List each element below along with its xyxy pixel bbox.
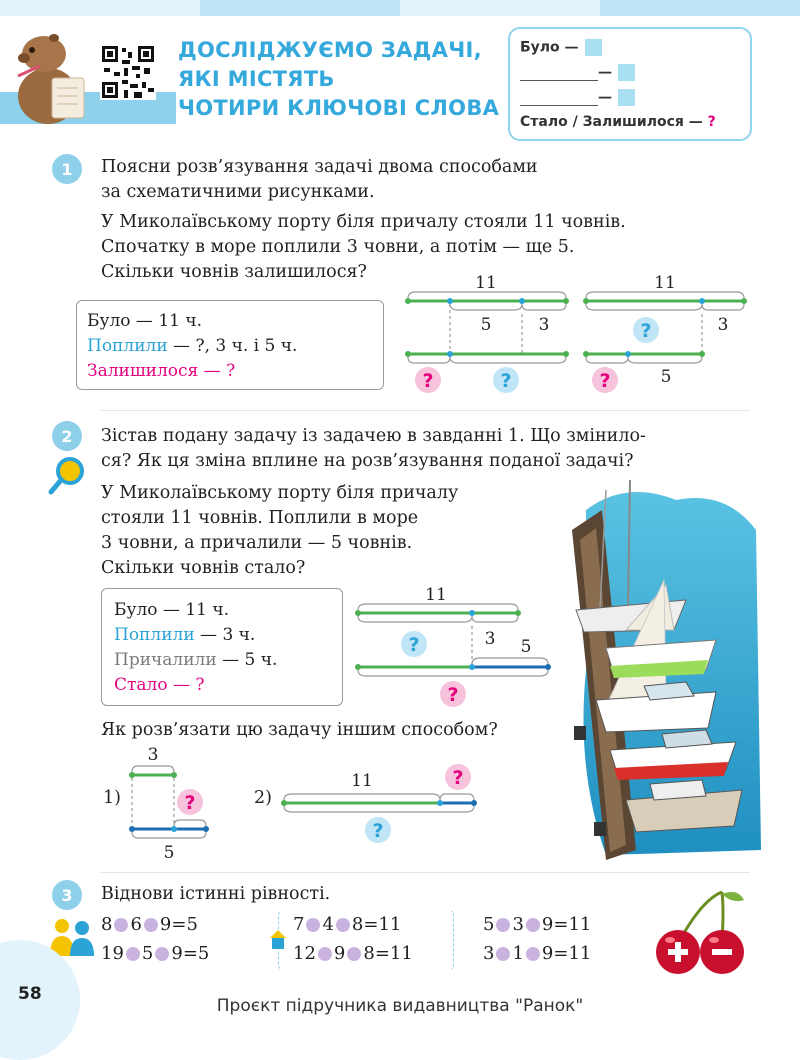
eq-operand: 8: [351, 914, 364, 935]
diagram-total: 11: [425, 585, 447, 605]
diagram-bottom: 5: [163, 843, 175, 863]
question-mark: ?: [408, 634, 420, 656]
divider: [100, 872, 750, 873]
diagram-part-a: 3: [484, 629, 496, 649]
eq-operand: 9: [541, 914, 554, 935]
magnifier-icon: [46, 455, 86, 497]
task2-other-way-question: Як розв’язати цю задачу іншим способом?: [101, 720, 498, 740]
eq-operand: 8: [101, 914, 113, 935]
eq-operand: 12: [293, 943, 316, 964]
sign-slot[interactable]: [126, 947, 140, 961]
sign-slot[interactable]: [144, 918, 158, 932]
sign-slot[interactable]: [336, 918, 350, 932]
text-line: за схематичними рисунками.: [101, 182, 375, 202]
top-band: [200, 0, 400, 16]
blank-square: [618, 64, 635, 81]
eq-result: 11: [389, 943, 413, 964]
page-title: [178, 36, 499, 123]
text-line: стояли 11 човнів. Поплили в море: [101, 508, 419, 528]
title-line: ЯКІ МІСТЯТЬ: [178, 67, 335, 91]
equation: 5 3 9=11: [483, 914, 592, 935]
cherries-plus-minus-icon: [652, 890, 752, 976]
sign-slot[interactable]: [318, 947, 332, 961]
eq-result: 11: [568, 914, 592, 935]
condition-sailed-label: Поплили: [87, 336, 168, 356]
diagram-total: 11: [351, 771, 373, 791]
way2-diagram: [278, 762, 483, 852]
qr-code-icon[interactable]: [100, 44, 156, 100]
eq-operand: 8: [363, 943, 375, 964]
keyword-result: Стало / Залишилося —: [520, 114, 703, 130]
diagram-part-b: 5: [520, 637, 532, 657]
sign-slot[interactable]: [155, 947, 169, 961]
keyword-was: Було —: [520, 39, 579, 56]
top-band: [600, 0, 800, 16]
text-line: У Миколаївському порту біля причалу: [101, 483, 459, 503]
question-mark: ?: [447, 684, 459, 706]
condition-sailed: [87, 334, 297, 359]
diagram-part-a: 5: [480, 315, 492, 335]
condition-was: Було — 11 ч.: [87, 311, 203, 331]
text-line: Скільки човнів стало?: [101, 558, 306, 578]
diagram-part-c: 5: [660, 367, 672, 387]
condition-was: Було — 11 ч.: [114, 600, 230, 620]
sign-slot[interactable]: [526, 918, 540, 932]
condition-sailed-rest: — ?, 3 ч. і 5 ч.: [167, 336, 298, 356]
task2-problem: [101, 481, 458, 581]
eq-operand: 6: [130, 914, 142, 935]
top-band: [0, 0, 200, 16]
equation: 8 6 9=5: [101, 914, 198, 935]
eq-result: 11: [378, 914, 402, 935]
question-mark: ?: [599, 370, 611, 392]
condition-left: Залишилося — ?: [87, 361, 236, 381]
condition-sailed: [114, 623, 255, 648]
eq-result: 11: [568, 943, 592, 964]
sign-slot[interactable]: [496, 918, 510, 932]
equation: 19 5 9=5: [101, 943, 210, 964]
blank-line: [520, 66, 598, 81]
question-mark: ?: [452, 767, 464, 789]
task-number-badge: 3: [52, 880, 82, 910]
blank-square: [618, 89, 635, 106]
text-line: ся? Як ця зміна вплине на розв’язування поданої задачі?: [101, 451, 634, 471]
eq-operand: 3: [483, 943, 495, 964]
way2-label: 2): [254, 788, 272, 808]
blank-square: [585, 39, 602, 56]
task1-diagram-1: [400, 270, 575, 395]
eq-operand: 5: [483, 914, 495, 935]
diagram-part-b: 3: [538, 315, 550, 335]
blank-line: [520, 91, 598, 106]
task1-diagram-2: [580, 270, 755, 395]
equation: 12 9 8=11: [293, 943, 413, 964]
condition-docked-rest: — 5 ч.: [216, 650, 278, 670]
eq-operand: 19: [101, 943, 124, 964]
condition-became: Стало — ?: [114, 675, 205, 695]
sign-slot[interactable]: [526, 947, 540, 961]
keyword-question: ?: [707, 114, 716, 130]
divider: [100, 410, 750, 411]
keyword-dash: —: [598, 64, 612, 81]
boats-harbor-illustration: [566, 470, 766, 860]
task1-instruction: [101, 155, 538, 205]
text-line: 3 човни, а причалили — 5 човнів.: [101, 533, 413, 553]
equation: 7 4 8=11: [293, 914, 402, 935]
eq-operand: 4: [322, 914, 334, 935]
top-band: [400, 0, 600, 16]
title-line: ДОСЛІДЖУЄМО ЗАДАЧІ,: [178, 38, 482, 62]
question-mark: ?: [640, 320, 652, 342]
eq-operand: 9: [541, 943, 554, 964]
sign-slot[interactable]: [347, 947, 361, 961]
task3-instruction: Віднови істинні рівності.: [101, 884, 331, 904]
keywords-box: [508, 27, 752, 141]
text-line: Скільки човнів залишилося?: [101, 262, 367, 282]
question-mark: ?: [500, 370, 512, 392]
way1-label: 1): [103, 788, 121, 808]
sign-slot[interactable]: [496, 947, 510, 961]
equation: 3 1 9=11: [483, 943, 592, 964]
condition-docked-label: Причалили: [114, 650, 217, 670]
keyword-dash: —: [598, 89, 612, 106]
condition-sailed-label: Поплили: [114, 625, 195, 645]
sign-slot[interactable]: [114, 918, 128, 932]
eq-result: 5: [197, 943, 210, 964]
eq-operand: 9: [159, 914, 172, 935]
diagram-total: 11: [475, 273, 497, 293]
task2-condition-box: [101, 588, 343, 706]
diagram-part-b: 3: [717, 315, 729, 335]
way1-diagram: [124, 742, 219, 864]
text-line: Зістав подану задачу із задачею в завданні 1. Що змінило-: [101, 426, 646, 446]
text-line: Спочатку в море поплили 3 човни, а потім — ще 5.: [101, 237, 575, 257]
question-mark: ?: [184, 792, 196, 814]
page-number: 58: [18, 984, 42, 1004]
sign-slot[interactable]: [306, 918, 320, 932]
text-line: У Миколаївському порту біля причалу стояли 11 човнів.: [101, 212, 626, 232]
task2-instruction: [101, 424, 646, 474]
title-line: ЧОТИРИ КЛЮЧОВІ СЛОВА: [178, 96, 500, 120]
question-mark: ?: [422, 370, 434, 392]
task-number-badge: 1: [52, 154, 82, 184]
eq-operand: 5: [141, 943, 154, 964]
condition-sailed-rest: — 3 ч.: [194, 625, 256, 645]
eq-operand: 9: [333, 943, 346, 964]
eq-operand: 9: [171, 943, 183, 964]
eq-operand: 7: [293, 914, 305, 935]
capybara-mascot-icon: [10, 26, 90, 126]
task1-condition-box: [76, 300, 384, 390]
task-number-badge: 2: [52, 421, 82, 451]
condition-docked: [114, 648, 277, 673]
publisher-footer: Проєкт підручника видавництва "Ранок": [216, 996, 584, 1016]
eq-operand: 3: [512, 914, 524, 935]
eq-result: 5: [186, 914, 198, 935]
text-line: Поясни розв’язування задачі двома способами: [101, 157, 538, 177]
diagram-top: 3: [147, 745, 159, 765]
task2-diagram: [350, 582, 555, 712]
question-mark: ?: [372, 820, 384, 842]
eq-operand: 1: [512, 943, 524, 964]
diagram-total: 11: [654, 273, 676, 293]
house-icon: [268, 928, 288, 950]
